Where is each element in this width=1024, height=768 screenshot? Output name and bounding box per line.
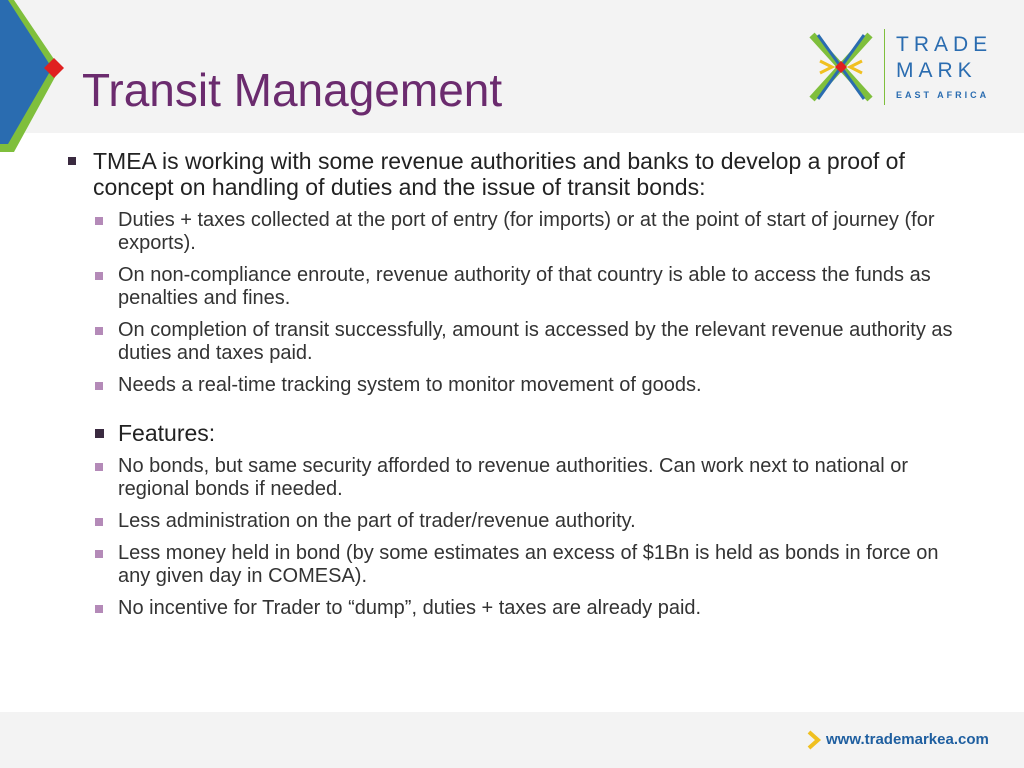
bullet-text: On completion of transit successfully, amount is accessed by the relevant revenue authority as duties and taxes paid.: [118, 319, 953, 364]
bullet-text: No bonds, but same security afforded to revenue authorities. Can work next to national or regional bonds if needed.: [118, 455, 909, 500]
bullet-text: Needs a real-time tracking system to monitor movement of goods.: [118, 374, 702, 396]
bullet-square-icon: [68, 157, 76, 165]
logo-text-trade: TRADE: [896, 33, 993, 56]
bullet-main: [66, 148, 966, 200]
bullet-text: Features:: [118, 420, 216, 446]
bullet-text: Duties + taxes collected at the port of entry (for imports) or at the point of start of journey (for exports).: [118, 209, 935, 254]
sub-bullet: [91, 597, 966, 620]
bullet-square-icon: [95, 518, 103, 526]
bullet-square-icon: [95, 382, 103, 390]
bullet-square-icon: [95, 550, 103, 558]
sub-bullet: [91, 209, 966, 255]
bullet-square-icon: [95, 605, 103, 613]
logo-divider: [884, 29, 885, 105]
features-heading: [91, 420, 966, 446]
slide-content: [66, 148, 966, 620]
bullet-text: On non-compliance enroute, revenue authority of that country is able to access the funds as penalties and fines.: [118, 264, 931, 309]
logo-text-mark: MARK: [896, 59, 977, 82]
sub-bullet: [91, 264, 966, 310]
sub-bullet: [91, 319, 966, 365]
bullet-text: Less money held in bond (by some estimates an excess of $1Bn is held as bonds in force on any given day in COMESA).: [118, 542, 939, 587]
logo-text-region: EAST AFRICA: [896, 90, 990, 100]
bullet-square-icon: [95, 272, 103, 280]
sub-bullet: [91, 455, 966, 501]
sub-bullet: [91, 374, 966, 397]
bullet-square-icon: [95, 429, 104, 438]
bullet-text: TMEA is working with some revenue authorities and banks to develop a proof of concept on handling of duties and the issue of transit bonds:: [93, 148, 905, 200]
trademark-logo: [806, 27, 1006, 107]
footer-url-text[interactable]: www.trademarkea.com: [826, 731, 989, 748]
sub-bullet: [91, 542, 966, 588]
bullet-text: No incentive for Trader to “dump”, duties + taxes are already paid.: [118, 597, 702, 619]
corner-decoration: [0, 0, 70, 160]
slide-title: Transit Management: [82, 64, 503, 116]
bullet-square-icon: [95, 327, 103, 335]
sub-bullet: [91, 510, 966, 533]
bullet-square-icon: [95, 217, 103, 225]
bullet-square-icon: [95, 463, 103, 471]
chevron-right-icon: [806, 729, 822, 751]
bullet-text: Less administration on the part of trader/revenue authority.: [118, 510, 636, 532]
trademark-x-icon: [806, 27, 876, 107]
